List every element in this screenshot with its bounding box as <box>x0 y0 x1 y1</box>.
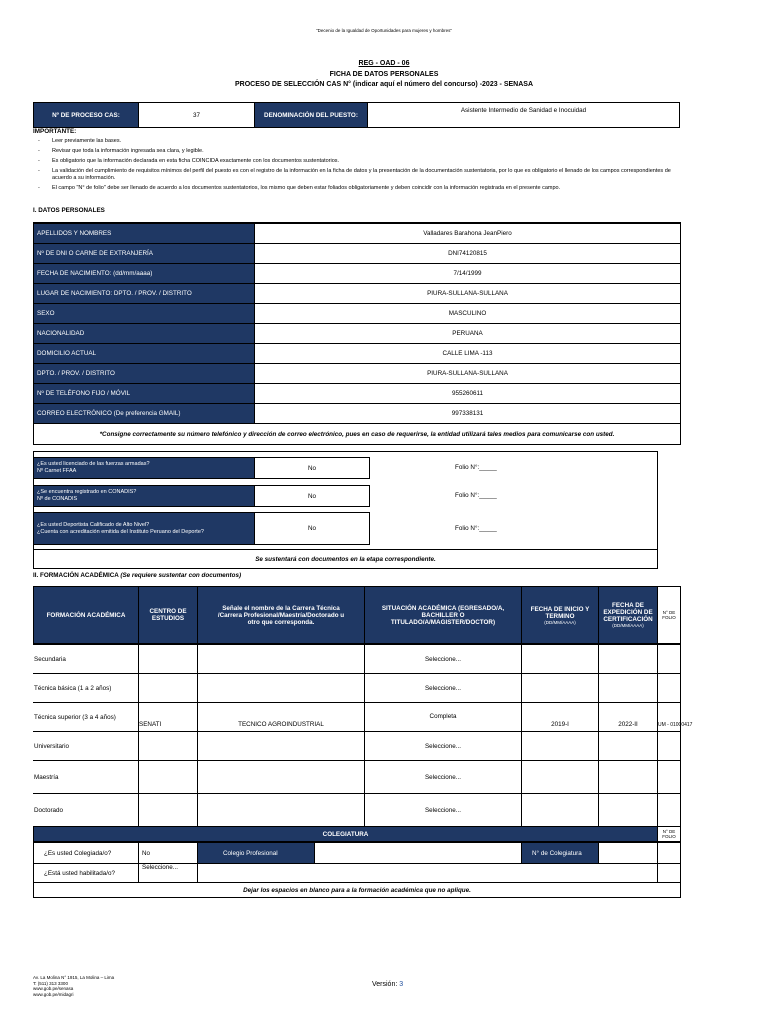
datos-value[interactable]: 955260611 <box>254 383 681 404</box>
datos-label: CORREO ELECTRÓNICO (De preferencia GMAIL) <box>33 403 255 424</box>
acad-expedicion[interactable] <box>598 673 658 703</box>
acad-carrera[interactable] <box>197 760 365 794</box>
hdr-centro: CENTRO DE ESTUDIOS <box>138 586 198 644</box>
proceso-label: Nº DE PROCESO CAS: <box>33 102 139 128</box>
hdr-situacion: SITUACIÓN ACADÉMICA (EGRESADO/A, BACHILLER O TITULADO/A/MAGISTER/DOCTOR) <box>364 586 522 644</box>
acad-expedicion[interactable] <box>598 644 658 674</box>
colegiatura-folio-hdr: N° DE FOLIO <box>657 826 681 842</box>
acad-situacion[interactable]: Completa <box>364 702 522 732</box>
acad-situacion[interactable]: Seleccione... <box>364 731 522 761</box>
colegiada-answer[interactable]: No <box>138 842 198 864</box>
hdr-inicio: FECHA DE INICIO Y TERMINO (DD/MM/AAAA) <box>521 586 599 644</box>
special-question-line: ¿Es usted Deportista Calificado de Alto Nivel? <box>37 521 150 528</box>
acad-inicio[interactable]: 2019-I <box>521 702 599 732</box>
acad-nivel: Universitario <box>33 731 139 761</box>
special-question <box>33 457 255 479</box>
importante-list <box>38 138 686 192</box>
footer-address <box>33 975 114 997</box>
acad-situacion[interactable]: Seleccione... <box>364 644 522 674</box>
acad-folio[interactable] <box>657 793 681 827</box>
datos-value[interactable]: 7/14/1999 <box>254 263 681 284</box>
acad-nivel: Técnica básica (1 a 2 años) <box>33 673 139 703</box>
datos-value[interactable]: 997338131 <box>254 403 681 424</box>
special-question-line: ¿Es usted licenciado de las fuerzas armadas? <box>37 461 150 467</box>
acad-situacion[interactable]: Seleccione... <box>364 673 522 703</box>
acad-carrera[interactable] <box>197 731 365 761</box>
special-answer[interactable]: No <box>254 457 370 479</box>
habilitada-question: ¿Está usted habilitada/o? <box>33 863 139 883</box>
acad-expedicion[interactable] <box>598 793 658 827</box>
special-question <box>33 512 255 545</box>
special-question <box>33 485 255 507</box>
colegiatura-title: COLEGIATURA <box>33 826 658 842</box>
acad-expedicion[interactable]: 2022-II <box>598 702 658 732</box>
hdr-folio: N° DE FOLIO <box>657 586 681 644</box>
colegio-label: Colegio Profesional <box>197 842 315 864</box>
habilitada-blank <box>197 863 658 883</box>
acad-inicio[interactable] <box>521 644 599 674</box>
form-subtitle: PROCESO DE SELECCIÓN CAS N° (indicar aquí el número del concurso) -2023 - SENASA <box>234 81 534 88</box>
colegiatura-folio-value[interactable] <box>657 842 681 864</box>
hdr-expedicion: FECHA DE EXPEDICIÓN DE CERTIFICACIÓN (DD/MM/AAAA) <box>598 586 658 644</box>
datos-label: Nº DE TELÉFONO FIJO / MÓVIL <box>33 383 255 404</box>
form-title: FICHA DE DATOS PERSONALES <box>329 71 439 78</box>
datos-value[interactable]: CALLE LIMA -113 <box>254 343 681 364</box>
special-answer[interactable]: No <box>254 512 370 545</box>
datos-value[interactable]: PIURA-SULLANA-SULLANA <box>254 283 681 304</box>
puesto-label: DENOMINACIÓN DEL PUESTO: <box>254 102 368 128</box>
acad-inicio[interactable] <box>521 673 599 703</box>
acad-inicio[interactable] <box>521 731 599 761</box>
habilitada-answer[interactable]: Seleccione... <box>138 863 198 883</box>
footer-address-line: T: (511) 313 3300 <box>33 980 68 986</box>
acad-folio[interactable]: UM - 01000417 <box>657 702 681 732</box>
importante-title: IMPORTANTE: <box>33 128 77 135</box>
footer-address-line: Av. La Molina N° 1915, La Molina – Lima <box>33 975 115 980</box>
acad-inicio[interactable] <box>521 793 599 827</box>
proceso-value[interactable]: 37 <box>138 102 255 128</box>
datos-label: DPTO. / PROV. / DISTRITO <box>33 363 255 384</box>
acad-carrera[interactable] <box>197 793 365 827</box>
datos-value[interactable]: PERUANA <box>254 323 681 344</box>
colegio-value[interactable] <box>314 842 522 864</box>
acad-situacion[interactable]: Seleccione... <box>364 793 522 827</box>
importante-item: - Leer previamente las bases. <box>38 138 122 144</box>
acad-carrera[interactable] <box>197 673 365 703</box>
datos-label: Nº DE DNI O CARNE DE EXTRANJERÍA <box>33 243 255 264</box>
acad-nivel: Doctorado <box>33 793 139 827</box>
sec2-note: Dejar los espacios en blanco para a la formación académica que no aplique. <box>33 882 681 898</box>
importante-item: - La validación del cumplimiento de requisitos mínimos del perfil del puesto es con el registro de la información en la ficha de datos y la presentación de la documentación sustentatoria, por lo que es obligatorio el llenado de los campos correspondientes de acuerdo a su información. <box>38 168 671 181</box>
datos-label: DOMICILIO ACTUAL <box>33 343 255 364</box>
acad-centro[interactable]: SENATI <box>138 702 198 732</box>
colegiada-question: ¿Es usted Colegiada/o? <box>33 842 139 864</box>
acad-centro[interactable] <box>138 673 198 703</box>
colegiatura-numero-label: N° de Colegiatura <box>521 842 599 864</box>
acad-centro[interactable] <box>138 731 198 761</box>
importante-item: - Revisar que toda la información ingresada sea clara, y legible. <box>38 148 204 154</box>
acad-folio[interactable] <box>657 673 681 703</box>
hdr-carrera: Señale el nombre de la Carrera Técnica /Carrera Profesional/Maestría/Doctorado u otro que corresponda. <box>197 586 365 644</box>
special-question-line: ¿Se encuentra registrado en CONADIS? <box>37 489 137 495</box>
acad-folio[interactable] <box>657 731 681 761</box>
special-folio[interactable]: Folio N°:_____ <box>455 492 497 499</box>
colegiatura-numero-value[interactable] <box>598 842 658 864</box>
acad-situacion[interactable]: Seleccione... <box>364 760 522 794</box>
datos-value[interactable]: Valladares Barahona JeanPiero <box>254 223 681 244</box>
special-answer[interactable]: No <box>254 485 370 507</box>
datos-label: APELLIDOS Y NOMBRES <box>33 223 255 244</box>
puesto-value[interactable]: Asistente Intermedio de Sanidad e Inocuidad <box>367 102 680 128</box>
acad-centro[interactable] <box>138 760 198 794</box>
special-question-line: ¿Cuenta con acreditación emitida del Instituto Peruano del Deporte? <box>37 528 204 535</box>
acad-expedicion[interactable] <box>598 731 658 761</box>
hdr-formacion: FORMACIÓN ACADÉMICA <box>33 586 139 644</box>
habilitada-folio[interactable] <box>657 863 681 883</box>
datos-value[interactable]: MASCULINO <box>254 303 681 324</box>
datos-label: LUGAR DE NACIMIENTO: DPTO. / PROV. / DISTRITO <box>33 283 255 304</box>
special-folio[interactable]: Folio N°:_____ <box>455 524 497 532</box>
footer-address-line: www.gob.pe/senasa <box>33 986 74 991</box>
acad-centro[interactable] <box>138 644 198 674</box>
importante-item: - El campo "N° de folio" debe ser llenado de acuerdo a los documentos sustentatorios, los mismo que deben estar foliados obligatoriamente y deben coincidir con la información registrada en el presente campo. <box>38 185 561 191</box>
sec2-title: II. FORMACIÓN ACADÉMICA (Se requiere sustentar con documentos) <box>33 572 242 579</box>
acad-folio[interactable] <box>657 760 681 794</box>
special-note: Se sustentará con documentos en la etapa correspondiente. <box>33 549 658 569</box>
sec1-title: I. DATOS PERSONALES <box>33 207 105 214</box>
acad-nivel: Secundaria <box>33 644 139 674</box>
acad-inicio[interactable] <box>521 760 599 794</box>
version: Versión: 3 <box>372 981 404 988</box>
decenio-note: "Decenio de la Igualdad de Oportunidades para mujeres y hombres" <box>315 28 453 33</box>
footer-address-line: www.gob.pe/midagri <box>33 991 74 997</box>
acad-centro[interactable] <box>138 793 198 827</box>
datos-label: NACIONALIDAD <box>33 323 255 344</box>
datos-label: FECHA DE NACIMIENTO: (dd/mm/aaaa) <box>33 263 255 284</box>
sec1-note: *Consigne correctamente su número telefónico y dirección de correo electrónico, pues en caso de requerirse, la entidad utilizará tales medios para comunicarse con usted. <box>33 423 681 445</box>
importante-item: - Es obligatorio que la información declarada en esta ficha COINCIDA exactamente con los documentos sustentatorios. <box>38 158 340 164</box>
datos-value[interactable]: PIURA-SULLANA-SULLANA <box>254 363 681 384</box>
acad-nivel: Maestría <box>33 760 139 794</box>
acad-nivel: Técnica superior (3 a 4 años) <box>33 702 139 732</box>
special-folio[interactable]: Folio N°:_____ <box>455 464 497 471</box>
acad-folio[interactable] <box>657 644 681 674</box>
form-code: REG - OAD - 06 <box>358 60 410 67</box>
acad-carrera[interactable]: TECNICO AGROINDUSTRIAL <box>197 702 365 732</box>
special-question-line: Nº Carnet FFAA <box>37 468 77 474</box>
datos-label: SEXO <box>33 303 255 324</box>
datos-value[interactable]: DNI74120815 <box>254 243 681 264</box>
special-question-line: Nº de CONADIS <box>37 496 78 502</box>
acad-carrera[interactable] <box>197 644 365 674</box>
acad-expedicion[interactable] <box>598 760 658 794</box>
